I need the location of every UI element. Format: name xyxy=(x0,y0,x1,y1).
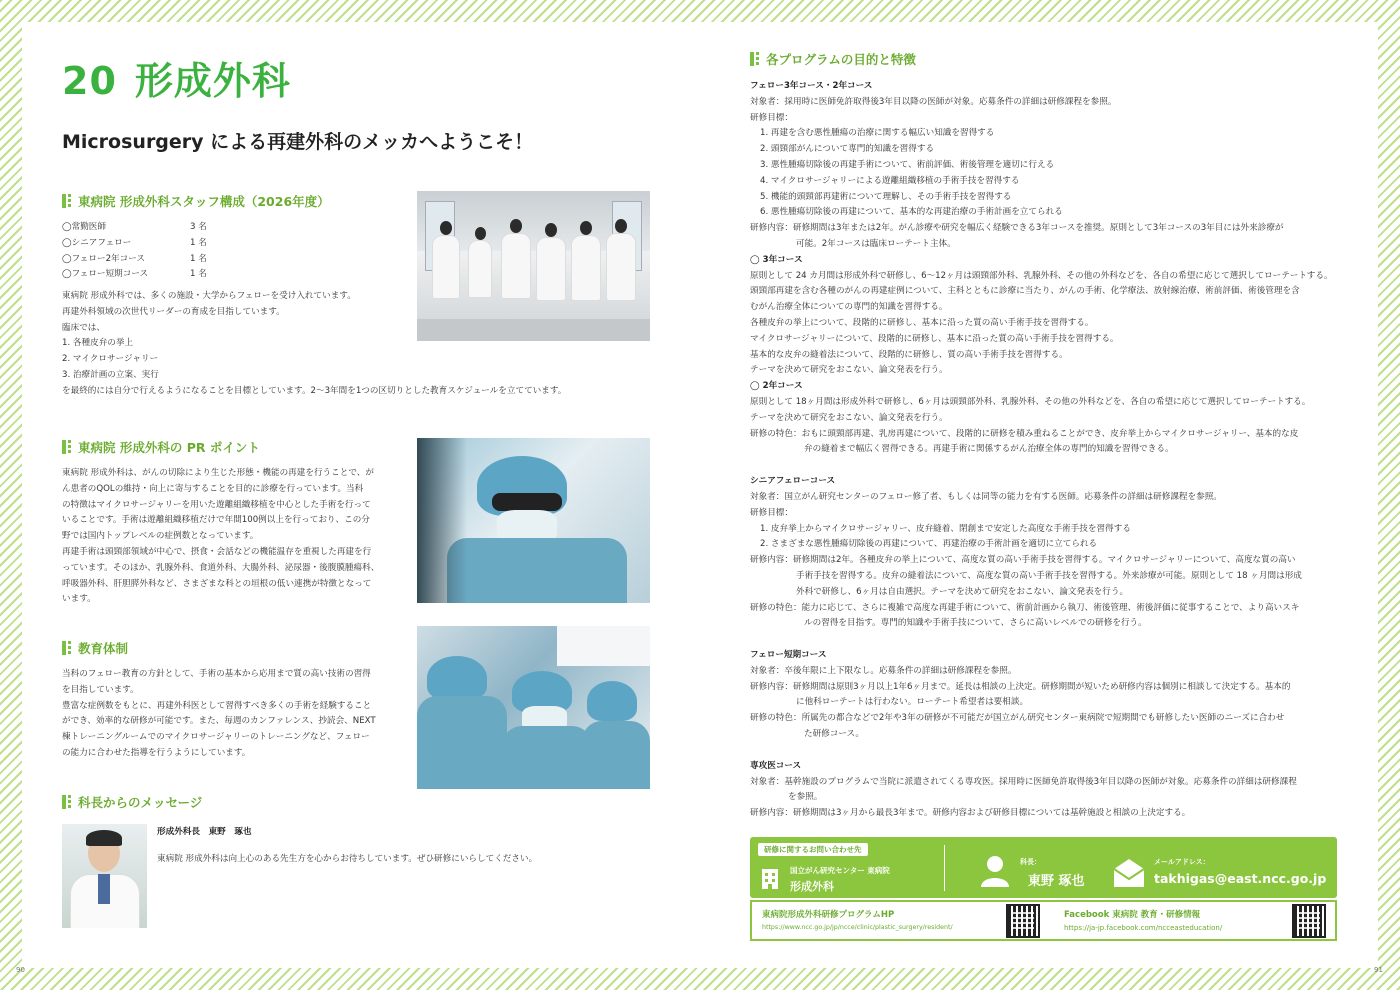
page-number-left: 90 xyxy=(16,966,25,974)
staff-role: ◯シニアフェロー xyxy=(62,237,132,248)
contact-email[interactable]: takhigas@east.ncc.go.jp xyxy=(1154,871,1327,886)
heading-bar-icon xyxy=(62,440,71,454)
text-line: いることです。手術は遊離組織移植だけで年間100例以上を行っており、この分 xyxy=(62,515,370,526)
text-line: 東病院 形成外科では、多くの施設・大学からフェローを受け入れています。 xyxy=(62,291,356,301)
contact-org: 国立がん研究センター 東病院 xyxy=(790,866,890,875)
staff-row xyxy=(62,252,402,268)
chief-message: 東病院 形成外科は向上心のある先生方を心からお待ちしています。ぜひ研修にいらしてください。 xyxy=(157,854,538,864)
text-line: に他科ローテートは行わない。ローテート希望者は要相談。 xyxy=(796,697,1029,708)
heading-bar-icon xyxy=(750,52,759,66)
text-line: 野では国内トップレベルの症例数となっています。 xyxy=(62,531,259,542)
text-line: の能力に合わせた指導を行うようにしています。 xyxy=(62,747,251,758)
text-line: っています。そのほか、乳腺外科、食道外科、大腸外科、泌尿器・後腹膜腫瘍科、 xyxy=(62,562,380,573)
operating-room-photo xyxy=(417,626,650,789)
heading-bar-icon xyxy=(62,194,71,208)
text-line: 東病院 形成外科は、がんの切除により生じた形態・機能の再建を行うことで、が xyxy=(62,468,374,478)
text-line: むがん治療全体についての専門的知識を習得する。 xyxy=(750,302,948,313)
chief-portrait xyxy=(62,824,147,928)
text-line: 頭頸部再建を含む各種のがんの再建症例について、主科とともに診療に当たり、がんの手術、化学療法、放射線治療、術前評価、術後管理を含 xyxy=(750,286,1300,297)
heading-bar-icon xyxy=(62,795,71,809)
staff-count: 1 名 xyxy=(190,269,207,280)
two-year-title: ◯ 2年コース xyxy=(750,381,803,392)
staff-heading xyxy=(62,192,330,210)
text-line: 研修内容：研修期間は2年。各種皮弁の挙上について、高度な質の高い手術手技を習得する。マイクロサージャリーについて、高度な質の高い xyxy=(750,555,1296,566)
text-line: 研修の特色：おもに頭頸部再建、乳房再建について、段階的に研修を積み重ねることができ、皮弁挙上からマイクロサージャリー、基本的な皮 xyxy=(750,428,1299,439)
text-line: を最終的には自分で行えるようになることを目標としています。2～3年間を1つの区切りとした教育スケジュールを立てています。 xyxy=(62,385,567,396)
text-line: 手術手技を習得する。皮弁の縫着法について、高度な質の高い手術手技を習得する。外来診療が可能。原則として 18 ヶ月間は形成 xyxy=(796,570,1302,581)
message-heading-text: 科長からのメッセージ xyxy=(78,795,203,810)
chief-name: 形成外科長 東野 琢也 xyxy=(157,827,252,837)
text-line: 対象者：卒後年限に上下限なし。応募条件の詳細は研修課程を参照。 xyxy=(750,665,1017,676)
text-line: テーマを決めて研究をおこない、論文発表を行う。 xyxy=(750,412,948,423)
text-line: 研修内容：研修期間は3ヶ月から最長3年まで。研修内容および研修目標については基幹施設と相談の上決定する。 xyxy=(750,808,1191,819)
hp-title: 東病院形成外科研修プログラムHP xyxy=(762,910,895,920)
text-line: います。 xyxy=(62,594,96,605)
mail-label: メールアドレス： xyxy=(1154,858,1210,866)
text-line: 1. 各種皮弁の挙上 xyxy=(62,338,134,349)
staff-count: 1 名 xyxy=(190,237,207,248)
text-line: た研修コース。 xyxy=(804,729,864,740)
text-line: 可能。2年コースは臨床ローテート主体。 xyxy=(796,238,956,249)
text-line: マイクロサージャリーについて、段階的に研修し、基本に沿った質の高い手術手技を習得する。 xyxy=(750,333,1119,344)
goal-item: 3. 悪性腫瘍切除後の再建手術について、術前評価、術後管理を適切に行える xyxy=(760,159,1055,170)
text-line: 豊富な症例数をもとに、再建外科医として習得すべき多くの手術を経験すること xyxy=(62,700,372,711)
programs-heading xyxy=(750,50,916,68)
building-icon xyxy=(760,865,780,889)
text-line: 臨床では、 xyxy=(62,322,105,333)
text-line: 研修内容：研修期間は原則3ヶ月以上1年6ヶ月まで。延長は相談の上決定。研修期間が短いため研修内容は個別に相談して決定する。基本的 xyxy=(750,681,1291,692)
text-line: 原則として 24 カ月間は形成外科で研修し、6～12ヶ月は頭頸部外科、乳腺外科、その他の外科などを、各自の希望に応じて選択してローテートする。 xyxy=(750,270,1333,281)
text-line: 研修目標： xyxy=(750,507,793,518)
staff-count: 1 名 xyxy=(190,253,207,264)
text-line: 再建外科領域の次世代リーダーの育成を目指しています。 xyxy=(62,306,285,317)
text-line: ん患者のQOLの維持・向上に寄与することを目的に診療を行っています。当科 xyxy=(62,483,364,494)
text-line: ができ、効率的な研修が可能です。また、毎週のカンファレンス、抄読会、NEXT xyxy=(62,716,376,727)
text-line: 研修目標： xyxy=(750,112,793,123)
education-heading-text: 教育体制 xyxy=(78,641,129,656)
staff-heading-text: 東病院 形成外科スタッフ構成（2026年度） xyxy=(78,194,330,209)
text-line: 再建手術は頭頸部領域が中心で、摂食・会話などの機能温存を重視した再建を行 xyxy=(62,546,372,557)
chapter-title: 形成外科 xyxy=(134,59,291,103)
chief-label: 科長： xyxy=(1020,858,1041,866)
text-line: 研修内容：研修期間は3年または2年。がん診療や研究を幅広く経験できる3年コースを推奨。原則として3年コースの3年目には外来診療が xyxy=(750,223,1284,234)
fb-title: Facebook 東病院 教育・研修情報 xyxy=(1064,910,1201,920)
pr-text xyxy=(62,466,379,608)
text-line: 対象者：採用時に医師免許取得後3年目以降の医師が対象。応募条件の詳細は研修課程を参照。 xyxy=(750,96,1117,107)
person-icon xyxy=(978,853,1012,887)
page-subtitle: Microsurgery による再建外科のメッカへようこそ！ xyxy=(62,131,534,153)
staff-row xyxy=(62,220,402,236)
text-line: 2. マイクロサージャリー xyxy=(62,354,159,365)
page-number-right: 91 xyxy=(1374,966,1383,974)
text-line: 研修の特色：所属先の都合などで2年や3年の研修が不可能だが国立がん研究センター東病院で短期間でも研修したい医師のニーズに合わせ xyxy=(750,713,1285,724)
goal-item: 2. 頭頸部がんについて専門的知識を習得する xyxy=(760,144,935,155)
hp-qr-code-icon xyxy=(1006,904,1040,938)
message-heading xyxy=(62,793,202,811)
page-title xyxy=(62,50,291,105)
text-line: テーマを決めて研究をおこない、論文発表を行う。 xyxy=(750,365,948,376)
goal-item: 2. さまざまな悪性腫瘍切除後の再建について、再建治療の手術計画を適切に立てられる xyxy=(760,539,1098,550)
surgery-photo xyxy=(417,438,650,603)
text-line: 棟トレーニングルームでのマイクロサージャリーのトレーニングなど、フェロー xyxy=(62,732,370,743)
goal-item: 1. 再建を含む悪性腫瘍の治療に関する幅広い知識を習得する xyxy=(760,128,995,139)
staff-role: ◯フェロー2年コース xyxy=(62,253,145,264)
contact-chief-name: 東野 琢也 xyxy=(1028,874,1085,889)
text-line: ルの習得を目指す。専門的知識や手術手技について、さらに高いレベルでの研修を行う。 xyxy=(804,618,1147,629)
programs-heading-text: 各プログラムの目的と特徴 xyxy=(766,52,916,67)
text-line: 基本的な皮弁の縫着法について、段階的に研修し、質の高い手術手技を習得する。 xyxy=(750,349,1068,360)
text-line: 3. 治療計画の立案、実行 xyxy=(62,369,159,380)
goal-item: 4. マイクロサージャリーによる遊離組織移植の手術手技を習得する xyxy=(760,175,1020,186)
text-line: 弁の縫着まで幅広く習得できる。再建手術に関係するがん治療全体の専門的知識を習得できる。 xyxy=(804,444,1174,455)
staff-count: 3 名 xyxy=(190,222,207,232)
links-box xyxy=(750,900,1337,941)
goal-item: 6. 悪性腫瘍切除後の再建について、基本的な再建治療の手術計画を立てられる xyxy=(760,207,1063,218)
short-course-title: フェロー短期コース xyxy=(750,650,827,661)
text-line: 原則として 18ヶ月間は形成外科で研修し、6ヶ月は頭頸部外科、乳腺外科、その他の外科などを、各自の希望に応じて選択してローテートする。 xyxy=(750,396,1311,407)
contact-badge: 研修に関するお問い合わせ先 xyxy=(758,843,868,856)
hp-url[interactable]: https://www.ncc.go.jp/jp/ncce/clinic/plastic_surgery/resident/ xyxy=(762,924,953,931)
staff-photo xyxy=(417,191,650,341)
pr-heading xyxy=(62,438,260,456)
text-line: 呼吸器外科、肝胆膵外科など、さまざまな科との垣根の低い連携が特徴となって xyxy=(62,578,372,589)
fb-url[interactable]: https://ja-jp.facebook.com/ncceasteducation/ xyxy=(1064,924,1223,932)
staff-table xyxy=(62,220,402,283)
goal-item: 1. 皮弁挙上からマイクロサージャリー、皮弁縫着、閉創まで安定した高度な手術手技を習得する xyxy=(760,523,1131,534)
text-line: 研修の特色：能力に応じて、さらに複雑で高度な再建手術について、術前計画から執刀、術後管理、術後評価に従事することで、より高いスキ xyxy=(750,602,1300,613)
education-text xyxy=(62,667,376,762)
mail-icon xyxy=(1112,857,1146,887)
contact-box xyxy=(750,837,1337,898)
text-line: 当科のフェロー教育の方針として、手術の基本から応用まで質の高い技術の習得 xyxy=(62,669,371,679)
fb-qr-code-icon xyxy=(1292,904,1326,938)
chapter-number: 20 xyxy=(62,59,117,103)
goal-item: 5. 機能的頭頸部再建術について理解し、その手術手技を習得する xyxy=(760,191,1012,202)
text-line: を参照。 xyxy=(788,792,823,803)
fellow-course-title: フェロー3年コース・2年コース xyxy=(750,81,873,91)
heading-bar-icon xyxy=(62,641,71,655)
senior-course-title: シニアフェローコース xyxy=(750,476,836,487)
contact-dept: 形成外科 xyxy=(790,880,834,893)
text-line: 外科で研修し、6ヶ月は自由選択。テーマを決めて研究をおこない、論文発表を行う。 xyxy=(796,586,1129,597)
text-line: 対象者：基幹施設のプログラムで当院に派遣されてくる専攻医。採用時に医師免許取得後3年目以降の医師が対象。応募条件の詳細は研修課程 xyxy=(750,776,1297,787)
staff-role: ◯フェロー短期コース xyxy=(62,269,149,280)
education-heading xyxy=(62,639,128,657)
staff-row xyxy=(62,267,402,283)
text-line: の特徴はマイクロサージャリーを用いた遊離組織移植を中心とした手術を行って xyxy=(62,499,371,510)
staff-row xyxy=(62,236,402,252)
pr-heading-text: 東病院 形成外科の PR ポイント xyxy=(78,440,260,455)
staff-role: ◯常勤医師 xyxy=(62,222,106,232)
text-line: 対象者：国立がん研究センターのフェロー修了者、もしくは同等の能力を有する医師。応募条件の詳細は研修課程を参照。 xyxy=(750,491,1222,502)
text-line: を目指しています。 xyxy=(62,684,139,695)
three-year-title: ◯ 3年コース xyxy=(750,254,803,265)
specialist-course-title: 専攻医コース xyxy=(750,760,802,771)
text-line: 各種皮弁の挙上について、段階的に研修し、基本に沿った質の高い手術手技を習得する。 xyxy=(750,317,1094,328)
programs-body xyxy=(750,79,1340,822)
